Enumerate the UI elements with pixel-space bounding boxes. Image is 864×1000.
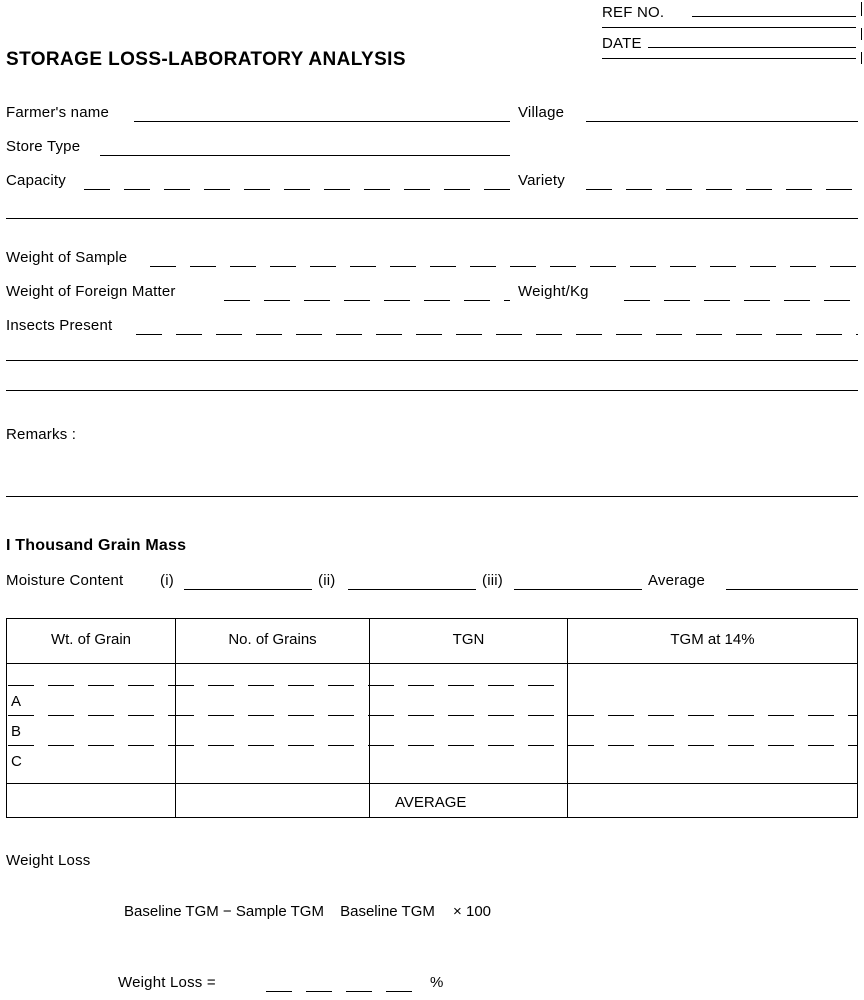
edge-tick-mid <box>861 28 862 40</box>
weight-of-sample-line[interactable] <box>150 266 858 267</box>
weight-loss-heading: Weight Loss <box>6 852 91 869</box>
weight-loss-numerator: Baseline TGM − Sample TGM <box>124 902 324 920</box>
page-title: STORAGE LOSS-LABORATORY ANALYSIS <box>6 49 406 70</box>
table-header-divider <box>7 663 857 664</box>
variety-line[interactable] <box>586 189 858 190</box>
moisture-line-ii[interactable] <box>348 589 476 590</box>
table-footer-tgm-line <box>567 817 857 818</box>
moisture-label-i: (i) <box>160 572 174 589</box>
table-footer-average-label: AVERAGE <box>395 794 467 811</box>
field-label-store-type: Store Type <box>6 138 81 155</box>
farmers-name-line[interactable] <box>134 121 510 122</box>
moisture-line-i[interactable] <box>184 589 312 590</box>
table-header-no-of-grains: No. of Grains <box>228 631 317 648</box>
insects-extra-line-1[interactable] <box>6 360 858 361</box>
field-label-weight-of-foreign-matter: Weight of Foreign Matter <box>6 283 176 300</box>
weight-loss-result-label: Weight Loss = <box>118 974 216 991</box>
insects-extra-line-2[interactable] <box>6 390 858 391</box>
table-col-divider-1 <box>175 619 176 817</box>
grain-mass-table <box>6 618 858 818</box>
header-divider-2 <box>602 58 856 59</box>
table-row-fill-line-a[interactable] <box>8 715 857 716</box>
weight-loss-multiplier: × 100 <box>453 902 492 920</box>
field-label-weight-per-kg: Weight/Kg <box>518 283 589 300</box>
ref-no-label: REF NO. <box>602 4 665 21</box>
table-row-label-c: C <box>11 753 22 770</box>
remarks-line[interactable] <box>6 496 858 497</box>
weight-per-kg-line[interactable] <box>624 300 858 301</box>
ref-no-line[interactable] <box>692 16 856 17</box>
edge-tick-bottom <box>861 52 862 64</box>
table-col-divider-3 <box>567 619 568 817</box>
village-line[interactable] <box>586 121 858 122</box>
field-label-variety: Variety <box>518 172 565 189</box>
table-header-tgm-at-14: TGM at 14% <box>670 631 755 648</box>
table-col-divider-2 <box>369 619 370 817</box>
table-row-label-b: B <box>11 723 22 740</box>
field-label-capacity: Capacity <box>6 172 66 189</box>
moisture-label-ii: (ii) <box>318 572 336 589</box>
section-divider-1 <box>6 218 858 219</box>
section-heading-thousand-grain-mass: I Thousand Grain Mass <box>6 537 187 554</box>
weight-loss-percent: % <box>430 974 444 991</box>
field-label-farmers-name: Farmer's name <box>6 104 109 121</box>
moisture-average-label: Average <box>648 572 705 589</box>
date-line[interactable] <box>648 47 856 48</box>
edge-tick-top <box>861 2 862 16</box>
insects-present-line[interactable] <box>136 334 858 335</box>
moisture-content-label: Moisture Content <box>6 572 124 589</box>
weight-of-foreign-matter-line[interactable] <box>224 300 510 301</box>
weight-loss-result-line[interactable] <box>266 991 426 992</box>
store-type-line[interactable] <box>100 155 510 156</box>
table-header-tgn: TGN <box>452 631 485 648</box>
table-row-fill-line-a-top[interactable] <box>8 685 567 686</box>
moisture-average-line[interactable] <box>726 589 858 590</box>
field-label-insects-present: Insects Present <box>6 317 113 334</box>
table-row-label-a: A <box>11 693 22 710</box>
remarks-label: Remarks : <box>6 426 77 443</box>
moisture-line-iii[interactable] <box>514 589 642 590</box>
weight-loss-fraction <box>118 903 441 920</box>
field-label-village: Village <box>518 104 565 121</box>
moisture-label-iii: (iii) <box>482 572 503 589</box>
capacity-line[interactable] <box>84 189 510 190</box>
header-divider-1 <box>602 27 856 28</box>
field-label-weight-of-sample: Weight of Sample <box>6 249 128 266</box>
table-row-fill-line-b[interactable] <box>8 745 857 746</box>
weight-loss-denominator: Baseline TGM <box>340 902 435 920</box>
table-footer-divider <box>7 783 857 784</box>
date-label: DATE <box>602 35 642 52</box>
table-header-wt-of-grain: Wt. of Grain <box>50 631 132 648</box>
weight-loss-formula <box>118 902 491 920</box>
